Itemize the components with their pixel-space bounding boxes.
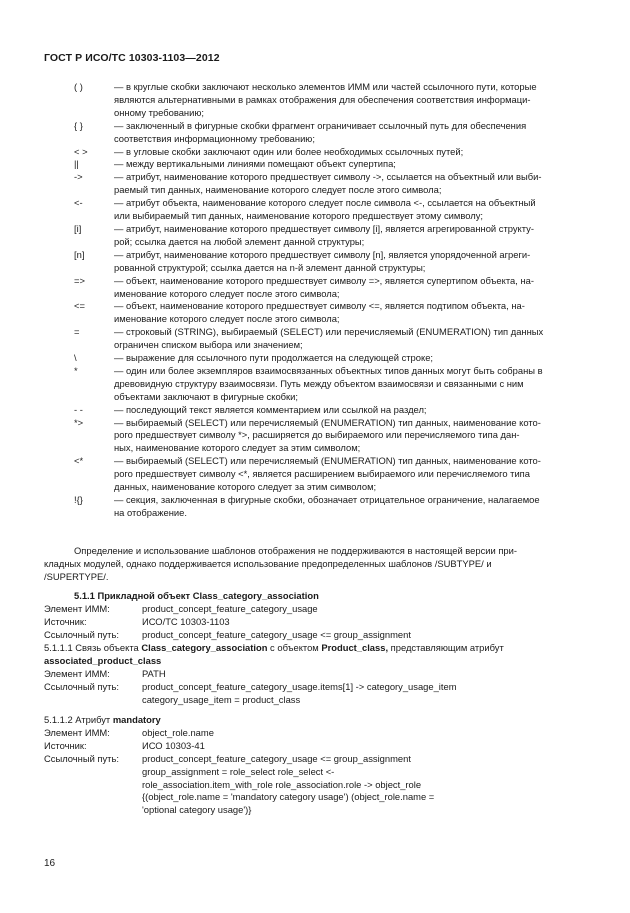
legend-item [74,197,586,223]
legend-item [74,120,586,146]
legend-item [74,455,586,494]
field-row [44,603,586,616]
field-row [44,616,586,629]
legend-item [74,352,586,365]
legend-symbol: => [74,274,85,286]
field-label: Ссылочный путь: [44,680,119,692]
field-label: Элемент ИММ: [44,602,110,614]
field-label: Источник: [44,739,87,751]
notation-legend [74,81,586,520]
legend-description: — между вертикальными линиями помещают объект супертипа; [114,158,396,170]
legend-symbol: ( ) [74,81,83,92]
legend-item [74,223,586,249]
field-row [44,629,586,642]
subsection-title: 5.1.1.2 Атрибут mandatory [44,714,161,725]
legend-description: — в угловые скобки заключают один или более необходимых ссылочных путей; [114,145,464,157]
section-5-1-1 [44,590,586,642]
field-label: Элемент ИММ: [44,667,110,679]
legend-item [74,275,586,301]
legend-description: — атрибут, наименование которого предшествует символу [n], является упорядоченной агреги- рованной структурой; ссылка дается на n-й элемент данной структуры; [114,248,531,273]
field-value: ИСО 10303-41 [142,739,205,751]
field-row [44,740,586,753]
legend-description: — атрибут объекта, наименование которого следует после символа <-, ссылается на объектный или выбираемый тип данных, наименование которого предшествует этому символу; [114,197,536,222]
legend-symbol: { } [74,119,83,131]
field-value: ИСО/ТС 10303-1103 [142,615,230,627]
legend-item [74,249,586,275]
legend-item [74,404,586,417]
legend-description: — выбираемый (SELECT) или перечисляемый (ENUMERATION) тип данных, наименование кото- рого предшествует символу *>, расширяется до выбираемого или перечисляемого типа дан- ных, наименование которого следует за этим символом; [114,416,541,454]
document-header: ГОСТ Р ИСО/ТС 10303-1103—2012 [44,52,220,64]
legend-description: — заключенный в фигурные скобки фрагмент ограничивает ссылочный путь для обеспечения соответствия информационному требованию; [114,119,527,144]
legend-symbol: * [74,364,78,376]
field-label: Элемент ИММ: [44,726,110,738]
legend-symbol: <= [74,300,85,312]
field-value: PATH [142,667,166,679]
subsection-title: 5.1.1.1 Связь объекта Class_category_association с объектом Product_class, представляющим атрибут [44,642,504,653]
legend-item [74,417,586,456]
section-title: 5.1.1 Прикладной объект Class_category_association [74,590,319,601]
field-value: product_concept_feature_category_usage.items[1] -> category_usage_item category_usage_item = product_class [142,680,457,705]
legend-description: — в круглые скобки заключают несколько элементов ИММ или частей ссылочного пути, которые являются альтернативными в рамках отображения для обеспечения соответствия информаци- онному требованию; [114,81,537,118]
legend-description: — один или более экземпляров взаимосвязанных объектных типов данных могут быть собраны в древовидную структуру взаимосвязи. Путь между объектом взаимосвязи и связанными с ним объектами заключают в фигурные скобки; [114,364,543,402]
legend-description: — выражение для ссылочного пути продолжается на следующей строке; [114,352,434,364]
legend-item [74,494,586,520]
legend-description: — выбираемый (SELECT) или перечисляемый (ENUMERATION) тип данных, наименование кото- рого предшествует символу <*, является расширением выбираемого или перечисляемого типа данных, наименование которого следует за этим символом; [114,455,541,493]
legend-item [74,365,586,404]
legend-symbol: = [74,326,80,338]
legend-item [74,81,586,120]
legend-symbol: \ [74,352,77,364]
legend-symbol: < > [74,145,88,157]
legend-symbol: -> [74,171,83,183]
field-label: Источник: [44,615,87,627]
legend-description: — строковый (STRING), выбираемый (SELECT) или перечисляемый (ENUMERATION) тип данных ограничен списком выбора или значением; [114,326,544,351]
legend-item [74,146,586,159]
field-label: Ссылочный путь: [44,628,119,640]
page-number: 16 [44,858,56,869]
legend-symbol: *> [74,416,84,428]
legend-description: — секция, заключенная в фигурные скобки, обозначает отрицательное ограничение, налагаемое на отображение. [114,494,540,518]
legend-description: — объект, наименование которого предшествует символу <=, является подтипом объекта, на- именование которого следует после этого символа; [114,300,525,325]
legend-item [74,158,586,171]
legend-item [74,326,586,352]
legend-symbol: - - [74,403,83,415]
section-5-1-1-2 [44,714,586,817]
legend-symbol: !{} [74,494,83,505]
field-value: object_role.name [142,726,214,738]
legend-description: — объект, наименование которого предшествует символу =>, является супертипом объекта, на- именование которого следует после этого символа; [114,274,534,299]
legend-description: — атрибут, наименование которого предшествует символу ->, ссылается на объектный или выби- раемый тип данных, наименование которого следует после этого символа; [114,171,542,196]
legend-item [74,171,586,197]
field-label: Ссылочный путь: [44,752,119,764]
field-row [44,668,586,681]
legend-description: — последующий текст является комментарием или ссылкой на раздел; [114,403,427,415]
field-row [44,727,586,740]
field-row [44,681,586,707]
field-value: product_concept_feature_category_usage <= group_assignment group_assignment = role_select role_select <- role_association.item_with_role role_association.role -> object_role {(object_role.name = 'mandatory category usage') (object_role.name = 'optional category usage')} [142,752,435,816]
field-value: product_concept_feature_category_usage <= group_assignment [142,628,411,640]
field-value: product_concept_feature_category_usage [142,602,318,614]
legend-symbol: <* [74,455,84,467]
legend-symbol: [i] [74,222,82,234]
legend-symbol: <- [74,197,83,209]
field-row [44,753,586,818]
attribute-name: associated_product_class [44,654,162,666]
legend-description: — атрибут, наименование которого предшествует символу [i], является агрегированной структу- рой; ссылка дается на любой элемент данной структуры; [114,222,534,247]
templates-paragraph: Определение и использование шаблонов отображения не поддерживаются в настоящей версии при- кладных модулей, однако поддерживается использование предопределенных шаблонов /SUBTYPE/ и /SUPERTYPE/. [44,545,518,582]
section-5-1-1-1 [44,642,586,707]
legend-symbol: || [74,158,79,170]
legend-item [74,300,586,326]
legend-symbol: [n] [74,248,85,260]
